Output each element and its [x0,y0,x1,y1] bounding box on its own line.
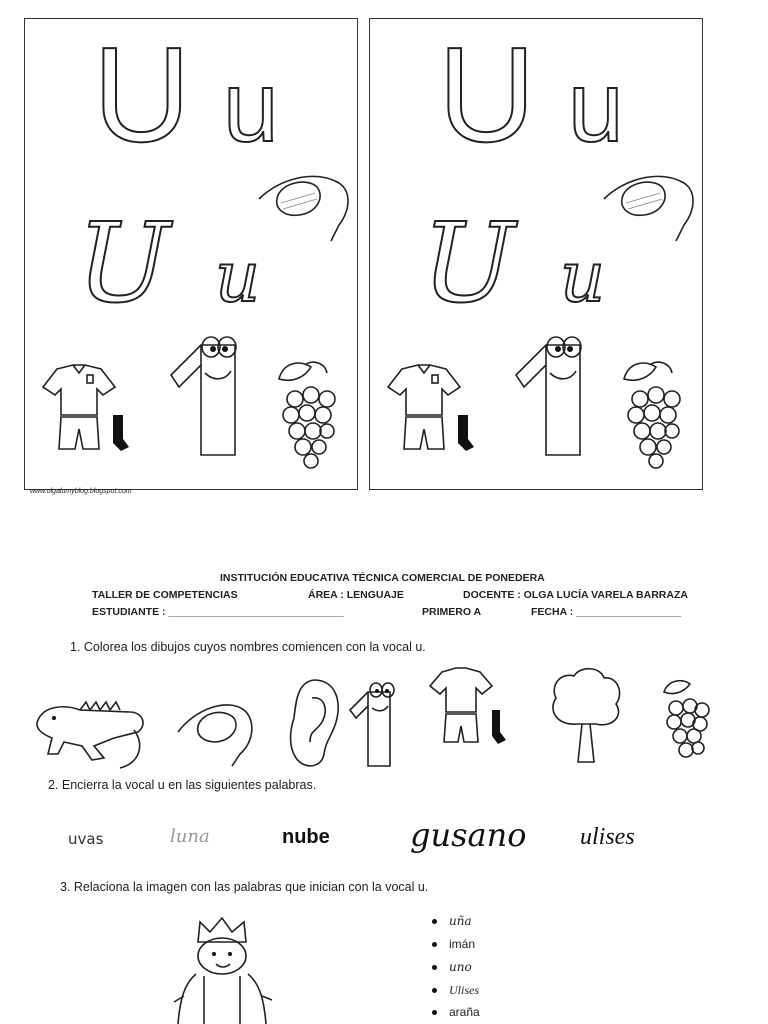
word-ulises: ulises [580,824,635,850]
header-grado: PRIMERO A [422,606,482,618]
question-2-text: 2. Encierra la vocal u en las siguientes palabras. [48,778,317,792]
grapes-icon [279,362,335,468]
word-nube: nube [282,826,330,848]
ear-icon [291,680,339,766]
bullet-icon [432,942,437,947]
bullet-icon [432,919,437,924]
header-estudiante: ESTUDIANTE : ______________________________ [92,606,344,618]
header-taller: TALLER DE COMPETENCIAS [92,589,238,601]
bullet-icon [432,965,437,970]
iguana-icon [37,702,143,768]
uniform-icon [388,365,474,451]
grapes-icon [624,362,680,468]
word-uvas: uvas [68,830,104,848]
fingernail-icon [259,176,348,241]
word-gusano: gusano [410,816,527,854]
cursive-letter-lower: u [215,236,261,318]
bullet-icon [432,988,437,993]
credit-url: www.olgalumyblog.blogspot.com [30,488,132,495]
grapes-icon [664,681,709,757]
option-arana: araña [432,1005,480,1019]
print-letter-lower: u [568,51,624,163]
bullet-icon [432,1010,437,1015]
word-luna: luna [170,826,210,847]
tree-icon [553,669,620,762]
king-icon [170,914,280,1024]
print-letter-upper: U [438,19,536,170]
option-ulises: Ulises [432,983,479,998]
number-one-icon [516,337,581,455]
card-left [24,18,358,490]
header-docente: DOCENTE : OLGA LUCÍA VARELA BARRAZA [463,589,688,601]
uniform-icon [43,365,129,451]
header-area: ÁREA : LENGUAJE [308,589,404,601]
option-una: uña [432,914,472,928]
question-3-text: 3. Relaciona la imagen con las palabras que inician con la vocal u. [60,880,429,894]
institution-title: INSTITUCIÓN EDUCATIVA TÉCNICA COMERCIAL DE PONEDERA [220,572,545,584]
fingernail-icon [604,176,693,241]
number-one-icon [350,683,394,766]
question-1-drawings [0,660,768,770]
uniform-icon [430,668,506,744]
question-1-text: 1. Colorea los dibujos cuyos nombres comiencen con la vocal u. [70,640,426,654]
cursive-letter-upper: U [77,199,170,327]
option-iman: imán [432,937,475,951]
header-fecha: FECHA : __________________ [531,606,682,618]
cursive-letter-upper: U [422,199,515,327]
print-letter-lower: u [223,51,279,163]
card-right [369,18,703,490]
number-one-icon [171,337,236,455]
cursive-letter-lower: u [560,236,606,318]
option-uno: uno [432,960,472,974]
fingernail-icon [178,705,252,766]
print-letter-upper: U [93,19,191,170]
